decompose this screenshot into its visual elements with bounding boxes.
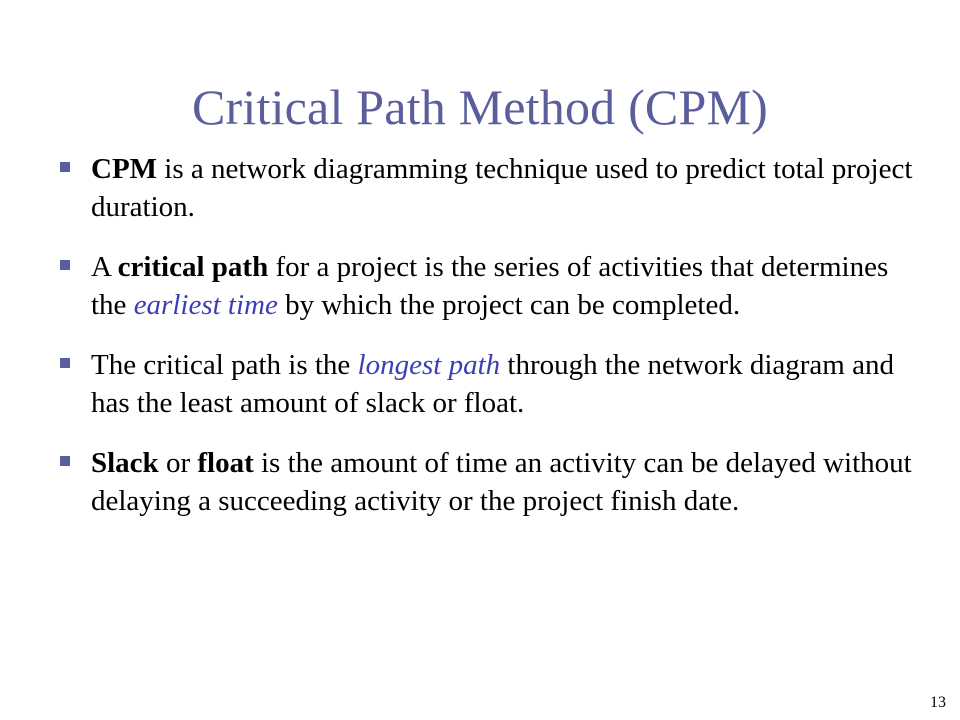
square-bullet-icon	[60, 456, 70, 466]
bullet-text: for a project is the series of activities that determines the	[91, 251, 889, 321]
term-float: float	[197, 447, 254, 479]
page-number: 13	[930, 694, 946, 711]
square-bullet-icon	[60, 358, 70, 368]
term-cpm: CPM	[91, 153, 158, 185]
bullet-text: or	[158, 447, 198, 479]
bullet-item-critical-path	[56, 248, 926, 324]
square-bullet-icon	[60, 260, 70, 270]
emphasis-longest-path: longest path	[357, 349, 501, 381]
bullet-text: A	[91, 251, 118, 283]
slide-title: Critical Path Method (CPM)	[191, 78, 768, 135]
term-slack: Slack	[91, 447, 159, 479]
bullet-text: by which the project can be completed.	[277, 289, 741, 321]
bullet-text: is a network diagramming technique used to predict total project duration.	[91, 153, 913, 223]
bullet-item-longest-path	[56, 346, 926, 422]
bullet-text: is the amount of time an activity can be delayed without delaying a succeeding activity or the project finish date.	[91, 447, 912, 517]
bullet-item-slack-float	[56, 444, 926, 520]
square-bullet-icon	[60, 162, 70, 172]
bullet-text: The critical path is the	[91, 349, 358, 381]
bullet-item-cpm-definition	[56, 150, 926, 226]
term-critical-path: critical path	[117, 251, 269, 283]
emphasis-earliest-time: earliest time	[133, 289, 278, 321]
bullet-text: through the network diagram and has the least amount of slack or float.	[91, 349, 894, 419]
bullet-list	[56, 150, 926, 542]
